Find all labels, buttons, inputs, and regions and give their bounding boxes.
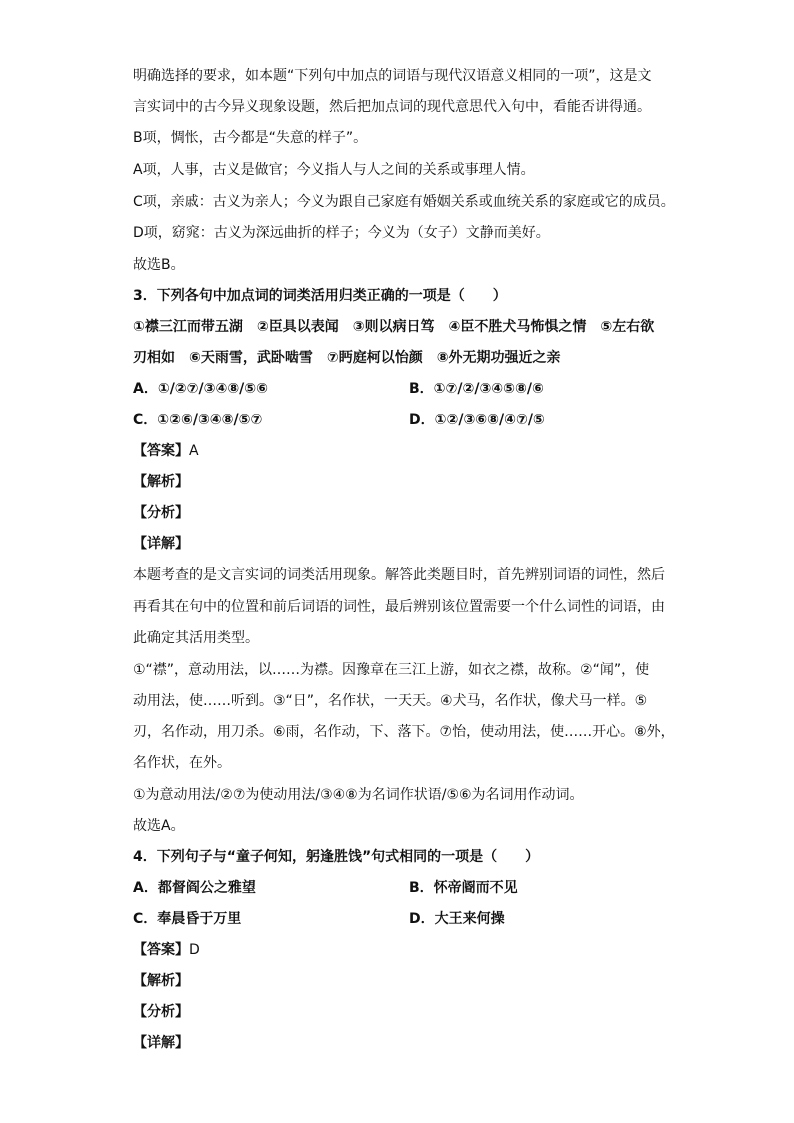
fenxi-label: 【分析】 xyxy=(133,505,189,521)
xiangjie-label: 【详解】 xyxy=(133,1035,189,1051)
answer-label: 【答案】 xyxy=(133,942,189,958)
answer-label: 【答案】 xyxy=(133,443,189,459)
detail-line-2: 再看其在句中的位置和前后词语的词性，最后辨别该位置需要一个什么词性的词语，由 xyxy=(133,599,665,615)
option-d: D．①②/③⑥⑧/④⑦/⑤ xyxy=(409,412,545,428)
analysis-label: 【解析】 xyxy=(133,474,189,490)
option-b: B．①⑦/②/③④⑤⑧/⑥ xyxy=(409,381,544,397)
detail-line-1: 本题考查的是文言实词的词类活用现象。解答此类题目时，首先辨别词语的词性，然后 xyxy=(133,567,665,583)
option-a: A．都督阎公之雅望 xyxy=(133,880,256,896)
question-3-items-line-2: 刃相如 ⑥天雨雪，武卧啮雪 ⑦眄庭柯以怡颜 ⑧外无期功强近之亲 xyxy=(133,350,561,366)
question-3-stem: 3．下列各句中加点词的词类活用归类正确的一项是（ ） xyxy=(133,288,507,304)
answer-line xyxy=(133,441,199,461)
question-3-items-line-1: ①襟三江而带五湖 ②臣具以表闻 ③则以病日笃 ④臣不胜犬马怖惧之情 ⑤左右欲 xyxy=(133,319,655,335)
option-a: A．①/②⑦/③④⑧/⑤⑥ xyxy=(133,381,269,397)
question-4-stem: 4．下列句子与“童子何知，躬逢胜饯”句式相同的一项是（ ） xyxy=(133,849,540,865)
intro-line-1: 明确选择的要求，如本题“下列句中加点的词语与现代汉语意义相同的一项”，这是文 xyxy=(133,68,652,84)
intro-line-2: 言实词中的古今异义现象设题，然后把加点词的现代意思代入句中，看能否讲得通。 xyxy=(133,99,651,115)
xiangjie-label: 【详解】 xyxy=(133,536,189,552)
answer-choice-b: 故选B。 xyxy=(133,257,185,273)
question-4-options-row-1 xyxy=(133,878,518,898)
option-b-explanation: B项，惆怅，古今都是“失意的样子”。 xyxy=(133,130,368,146)
explanation-line-1: ①“襟”，意动用法，以……为襟。因豫章在三江上游，如衣之襟，故称。②“闻”，使 xyxy=(133,662,650,678)
answer-choice-a: 故选A。 xyxy=(133,818,185,834)
answer-value: D xyxy=(189,942,200,958)
summary-line: ①为意动用法/②⑦为使动用法/③④⑧为名词作状语/⑤⑥为名词用作动词。 xyxy=(133,787,584,803)
question-4-options-row-2 xyxy=(133,909,505,929)
option-c-explanation: C项，亲戚：古义为亲人；今义为跟自己家庭有婚姻关系或血统关系的家庭或它的成员。 xyxy=(133,194,675,210)
detail-line-3: 此确定其活用类型。 xyxy=(133,630,259,646)
option-d-explanation: D项，窈窕：古义为深远曲折的样子；今义为（女子）文静而美好。 xyxy=(133,225,550,241)
question-3-options-row-2 xyxy=(133,410,545,430)
option-b: B．怀帝阍而不见 xyxy=(409,880,518,896)
option-c: C．①②⑥/③④⑧/⑤⑦ xyxy=(133,412,263,428)
analysis-label: 【解析】 xyxy=(133,973,189,989)
explanation-line-2: 动用法，使……听到。③“日”，名作状，一天天。④犬马，名作状，像犬马一样。⑤ xyxy=(133,693,648,709)
answer-value: A xyxy=(189,443,199,459)
option-c: C．奉晨昏于万里 xyxy=(133,911,242,927)
explanation-line-4: 名作状，在外。 xyxy=(133,755,231,771)
option-d: D．大王来何操 xyxy=(409,911,505,927)
fenxi-label: 【分析】 xyxy=(133,1004,189,1020)
option-a-explanation: A项，人事，古义是做官；今义指人与人之间的关系或事理人情。 xyxy=(133,162,535,178)
question-3-options-row-1 xyxy=(133,379,544,399)
explanation-line-3: 刃，名作动，用刀杀。⑥雨，名作动，下、落下。⑦怡，使动用法，使……开心。⑧外， xyxy=(133,724,675,740)
answer-line xyxy=(133,940,200,960)
